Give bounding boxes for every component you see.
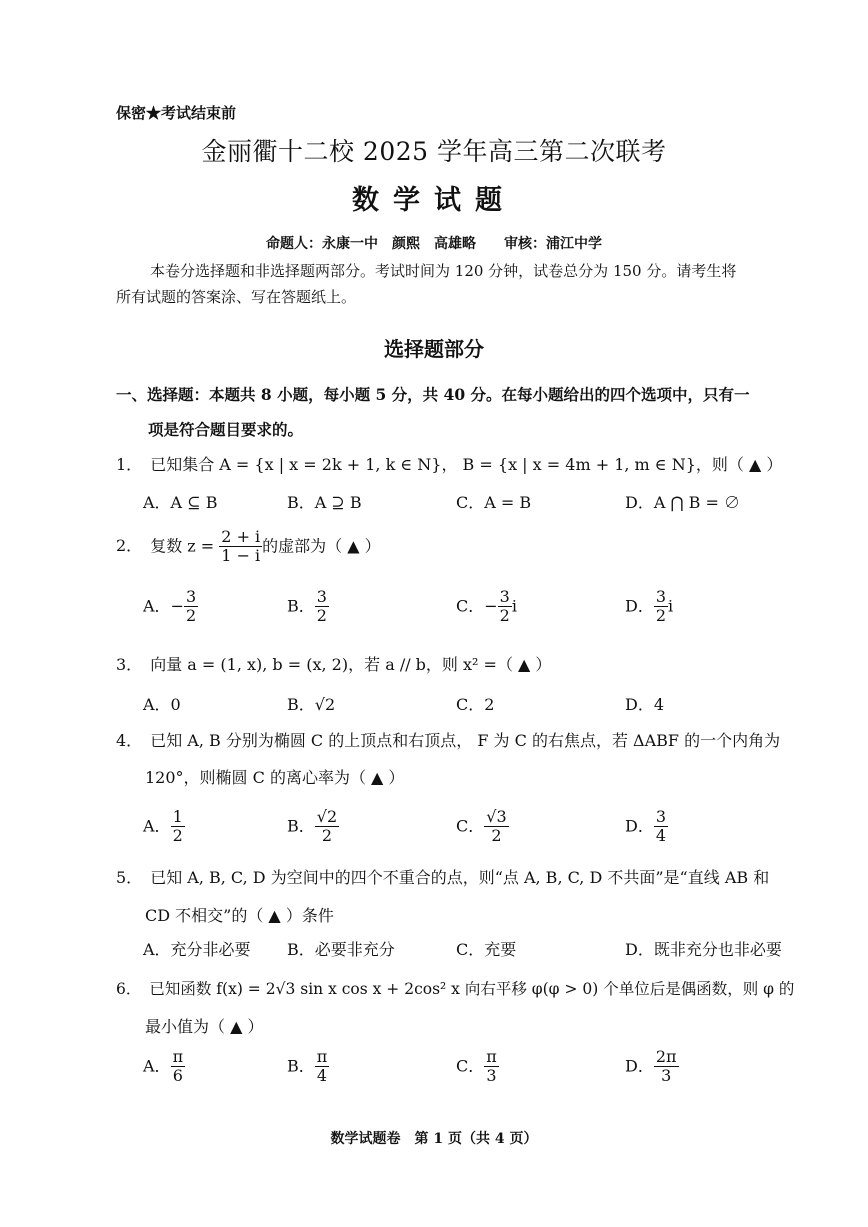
option-label: C． [456,816,485,836]
question-number: 6． [116,980,142,998]
exam-title: 金丽衢十二校 2025 学年高三第二次联考 [201,137,667,166]
q3-option-b: B．√2 [287,695,336,714]
q4-option-b [287,808,339,846]
q4-option-a [143,808,185,846]
option-label: A． [143,596,171,616]
fraction-numerator: π [486,1047,497,1066]
option-label: B． [287,1056,315,1076]
fraction [484,1048,499,1086]
option-label: D． [625,596,654,616]
question-number: 4． [116,731,143,750]
q1-option-d: D．A ⋂ B = ∅ [625,493,741,512]
question-5-stem-line-1 [116,865,769,888]
q2-option-b [287,588,329,626]
question-number: 3． [116,655,143,674]
fraction-denominator: 4 [316,1066,328,1086]
fraction [171,1048,186,1086]
q3-option-a: A．0 [143,695,181,714]
q6-option-b [287,1048,329,1086]
question-text: 已知集合 A = {x | x = 2k + 1, k ∈ N}， B = {x | x = 4m + 1, m ∈ N}，则（ ▲ ） [150,455,783,474]
question-5-stem-line-2: CD 不相交”的（ ▲ ）条件 [145,906,334,925]
option-label: C． [456,596,485,616]
tail: i [511,596,517,616]
q6-option-c [456,1048,499,1086]
fraction-numerator: π [172,1047,184,1066]
fraction-numerator: π [316,1047,328,1066]
q4-option-d [625,808,668,846]
sign: − [170,596,184,616]
fraction-denominator: 2 [499,606,510,626]
fraction-numerator: 3 [655,587,667,606]
subject-title: 数学试题 [352,185,516,216]
option-label: D． [625,816,654,836]
question-text: 已知函数 f(x) = 2√3 sin x cos x + 2cos² x 向右平移 φ(φ > 0) 个单位后是偶函数，则 φ 的 [149,980,795,998]
fraction-numerator: 1 [172,807,183,826]
fraction [184,588,198,626]
fraction [654,1048,679,1086]
option-label: D． [625,1056,654,1076]
question-text: 的虚部为（ ▲ ） [262,536,381,556]
confidential-label: 保密★考试结束前 [116,104,237,122]
question-text: 向量 a = (1, x), b = (x, 2)，若 a // b，则 x² =（ ▲ ） [150,655,552,674]
fraction-denominator: 1 − i [221,546,261,566]
fraction [498,588,512,626]
part-heading-line-2: 项是符合题目要求的。 [148,420,304,439]
fraction [654,588,668,626]
intro-line-2: 所有试题的答案涂、写在答题纸上。 [116,288,357,306]
fraction-denominator: 2 [316,606,327,626]
q5-option-c: C．充要 [456,940,517,959]
fraction [315,808,339,846]
fraction-denominator: 2 [172,826,183,846]
question-3-stem [116,652,551,675]
q1-option-c: C．A = B [456,493,532,512]
q3-option-d: D．4 [625,695,665,714]
q4-option-c [456,808,509,846]
question-4-stem-line-2: 120°，则椭圆 C 的离心率为（ ▲ ） [145,768,405,787]
question-6-stem-line-1 [116,977,794,999]
q2-option-d [625,588,673,626]
fraction-numerator: √3 [486,807,507,826]
fraction-denominator: 2 [321,826,333,846]
fraction-denominator: 2 [185,606,197,626]
q2-option-c [456,588,517,626]
fraction [484,808,508,846]
question-text: 复数 z = [150,536,215,556]
fraction-denominator: 2 [491,826,502,846]
q6-option-a [143,1048,185,1086]
sign: − [484,596,498,616]
option-label: C． [456,1056,485,1076]
question-1-stem [116,452,782,475]
page-footer: 数学试题卷 第 1 页（共 4 页） [330,1131,538,1147]
fraction-denominator: 4 [655,826,667,846]
tail: i [668,596,674,616]
question-2-stem [116,528,381,566]
fraction-numerator: 3 [316,587,327,606]
q1-option-b: B．A ⊇ B [287,493,362,512]
fraction [171,808,185,846]
question-6-stem-line-2: 最小值为（ ▲ ） [145,1017,264,1036]
q3-option-c: C．2 [456,695,495,714]
section-title: 选择题部分 [384,337,484,361]
fraction [654,808,668,846]
q5-option-b: B．必要非充分 [287,940,395,959]
q2-option-a [143,588,198,626]
question-number: 2． [116,536,143,556]
question-4-stem-line-1 [116,728,780,751]
q6-option-d [625,1048,679,1086]
fraction [315,588,329,626]
q5-option-a: A．充分非必要 [143,940,251,959]
question-text: 已知 A, B 分别为椭圆 C 的上顶点和右顶点， F 为 C 的右焦点，若 ΔABF 的一个内角为 [150,731,781,750]
fraction-denominator: 2 [655,606,667,626]
question-text: 已知 A, B, C, D 为空间中的四个不重合的点，则“点 A, B, C, D 不共面”是“直线 AB 和 [150,868,770,887]
option-label: B． [287,816,315,836]
q5-option-d: D．既非充分也非必要 [625,940,782,959]
q1-option-a: A．A ⊆ B [143,493,218,512]
option-label: A． [143,816,171,836]
intro-line-1: 本卷分选择题和非选择题两部分。考试时间为 120 分钟，试卷总分为 150 分。请考生将 [150,262,737,280]
question-number: 5． [116,868,143,887]
question-number: 1． [116,455,143,474]
fraction-numerator: 3 [655,807,667,826]
fraction-denominator: 3 [661,1066,672,1086]
fraction [315,1048,330,1086]
option-label: A． [143,1056,171,1076]
fraction-numerator: √2 [316,807,338,826]
fraction-denominator: 6 [172,1066,183,1086]
fraction [219,528,262,566]
fraction-numerator: 3 [499,587,510,606]
fraction-numerator: 2 + i [221,527,261,546]
option-label: B． [287,596,315,616]
fraction-numerator: 3 [185,587,197,606]
authors-line: 命题人：永康一中 颜熙 高雄略 审核：浦江中学 [266,236,602,252]
fraction-numerator: 2π [655,1047,677,1066]
fraction-denominator: 3 [486,1066,497,1086]
part-heading-line-1: 一、选择题：本题共 8 小题，每小题 5 分，共 40 分。在每小题给出的四个选项中，只有一 [116,385,750,404]
